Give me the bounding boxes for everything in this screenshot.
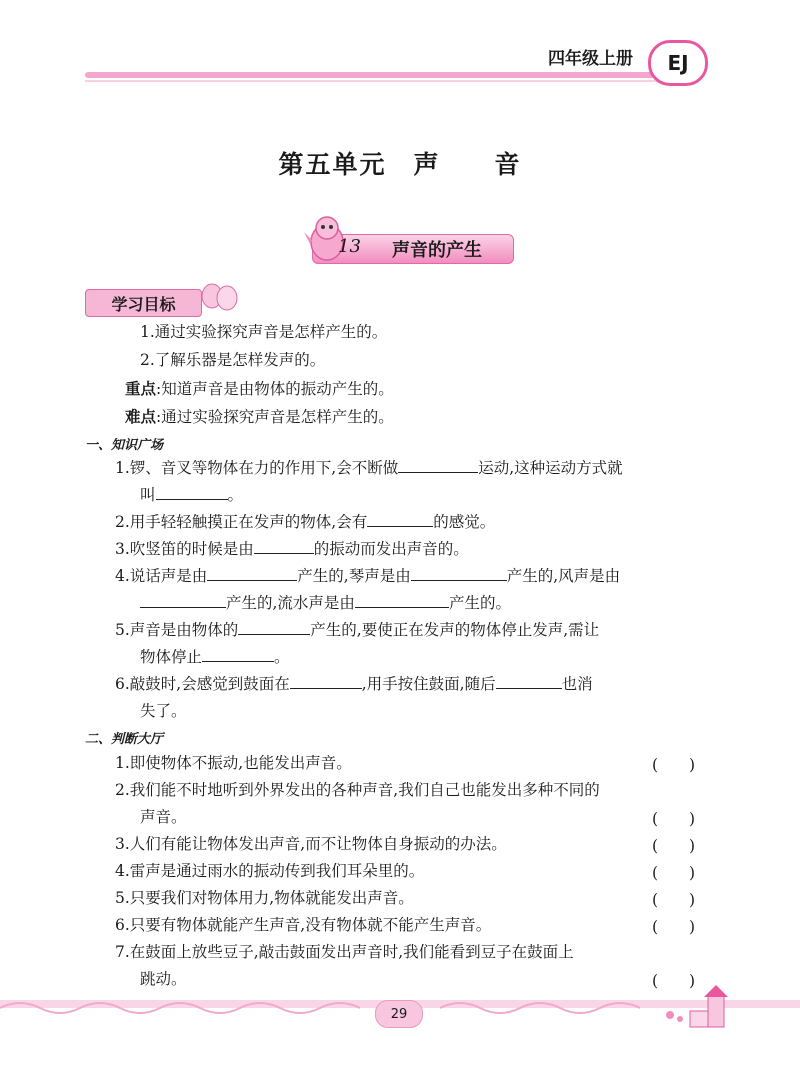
answer-blank[interactable] <box>290 674 362 689</box>
question-6-line-1 <box>115 674 593 694</box>
judge-item-7-line-2: 跳动。 <box>140 970 187 988</box>
answer-blank[interactable] <box>156 485 228 500</box>
question-5-line-1 <box>115 620 599 640</box>
page-number: 29 <box>375 1000 423 1028</box>
question-1-line-2 <box>140 485 243 505</box>
q1-text-c: 叫 <box>140 486 156 504</box>
question-3 <box>115 539 469 559</box>
answer-blank[interactable] <box>254 539 314 554</box>
q5-text-d: 。 <box>274 648 290 666</box>
judge-item-5: 5.只要我们对物体用力,物体就能发出声音。 <box>115 889 414 907</box>
answer-blank[interactable] <box>140 593 226 608</box>
goal-item-1: 1.通过实验探究声音是怎样产生的。 <box>140 323 388 341</box>
q1-text-b: 运动,这种运动方式就 <box>478 459 623 477</box>
section-2-title: 二、判断大厅 <box>85 732 164 747</box>
q6-text-b: ,用手按住鼓面,随后 <box>361 675 496 693</box>
question-5-line-2 <box>140 647 290 667</box>
answer-blank[interactable] <box>398 458 478 473</box>
judge-answer-box[interactable]: ( ) <box>652 972 696 990</box>
judge-item-4: 4.雷声是通过雨水的振动传到我们耳朵里的。 <box>115 862 425 880</box>
difficult-text: :通过实验探究声音是怎样产生的。 <box>156 408 394 426</box>
q5-text-a: 5.声音是由物体的 <box>115 621 239 639</box>
question-2 <box>115 512 495 532</box>
butterfly-icon <box>200 282 240 314</box>
judge-item-3: 3.人们有能让物体发出声音,而不让物体自身振动的办法。 <box>115 835 507 853</box>
edition-badge: EJ <box>648 40 708 86</box>
q4-text-b: 产生的,琴声是由 <box>297 567 411 585</box>
lesson-title: 声音的产生 <box>392 240 482 261</box>
q3-text-a: 3.吹竖笛的时候是由 <box>115 540 254 558</box>
answer-blank[interactable] <box>367 512 433 527</box>
judge-answer-box[interactable]: ( ) <box>652 891 696 909</box>
judge-item-2-line-2: 声音。 <box>140 808 187 826</box>
q3-text-b: 的振动而发出声音的。 <box>313 540 469 558</box>
key-label: 重点 <box>125 379 157 398</box>
judge-item-2-line-1: 2.我们能不时地听到外界发出的各种声音,我们自己也能发出多种不同的 <box>115 781 600 799</box>
lighthouse-icon <box>660 985 740 1030</box>
question-4-line-2 <box>140 593 511 613</box>
judge-answer-box[interactable]: ( ) <box>652 810 696 828</box>
q6-text-a: 6.敲鼓时,会感觉到鼓面在 <box>115 675 290 693</box>
q5-text-c: 物体停止 <box>140 648 203 666</box>
judge-item-6: 6.只要有物体就能产生声音,没有物体就不能产生声音。 <box>115 916 492 934</box>
section-1-title: 一、知识广场 <box>85 438 164 453</box>
answer-blank[interactable] <box>355 593 449 608</box>
judge-answer-box[interactable]: ( ) <box>652 756 696 774</box>
answer-blank[interactable] <box>207 566 297 581</box>
answer-blank[interactable] <box>202 647 274 662</box>
q4-text-d: 产生的,流水声是由 <box>226 594 355 612</box>
grade-title: 四年级上册 <box>548 49 633 69</box>
answer-blank[interactable] <box>496 674 562 689</box>
q4-text-a: 4.说话声是由 <box>115 567 208 585</box>
key-point <box>125 379 394 399</box>
q1-text-d: 。 <box>227 486 244 504</box>
q4-text-c: 产生的,风声是由 <box>506 567 621 585</box>
answer-blank[interactable] <box>411 566 507 581</box>
goal-item-2: 2.了解乐器是怎样发声的。 <box>140 351 326 369</box>
judge-item-1: 1.即使物体不振动,也能发出声音。 <box>115 754 352 772</box>
q6-text-c: 也消 <box>561 675 593 693</box>
goals-label: 学习目标 <box>85 289 202 317</box>
q1-text-a: 1.锣、音叉等物体在力的作用下,会不断做 <box>115 459 399 477</box>
header-rule-thin <box>85 80 665 82</box>
question-4-line-1 <box>115 566 620 586</box>
key-text: :知道声音是由物体的振动产生的。 <box>156 380 394 398</box>
difficult-point <box>125 407 394 427</box>
difficult-label: 难点 <box>125 407 157 426</box>
q2-text-a: 2.用手轻轻触摸正在发声的物体,会有 <box>115 513 368 531</box>
question-6-line-2: 失了。 <box>140 702 187 720</box>
question-1-line-1 <box>115 458 623 478</box>
answer-blank[interactable] <box>238 620 310 635</box>
judge-item-7-line-1: 7.在鼓面上放些豆子,敲击鼓面发出声音时,我们能看到豆子在鼓面上 <box>115 943 574 961</box>
q5-text-b: 产生的,要使正在发声的物体停止发声,需让 <box>310 621 600 639</box>
judge-answer-box[interactable]: ( ) <box>652 918 696 936</box>
judge-answer-box[interactable]: ( ) <box>652 864 696 882</box>
header-rule <box>85 72 665 78</box>
judge-answer-box[interactable]: ( ) <box>652 837 696 855</box>
q2-text-b: 的感觉。 <box>433 513 496 531</box>
q4-text-e: 产生的。 <box>448 594 511 612</box>
lesson-number: 13 <box>338 236 361 257</box>
unit-title: 第五单元 声 音 <box>278 150 522 179</box>
